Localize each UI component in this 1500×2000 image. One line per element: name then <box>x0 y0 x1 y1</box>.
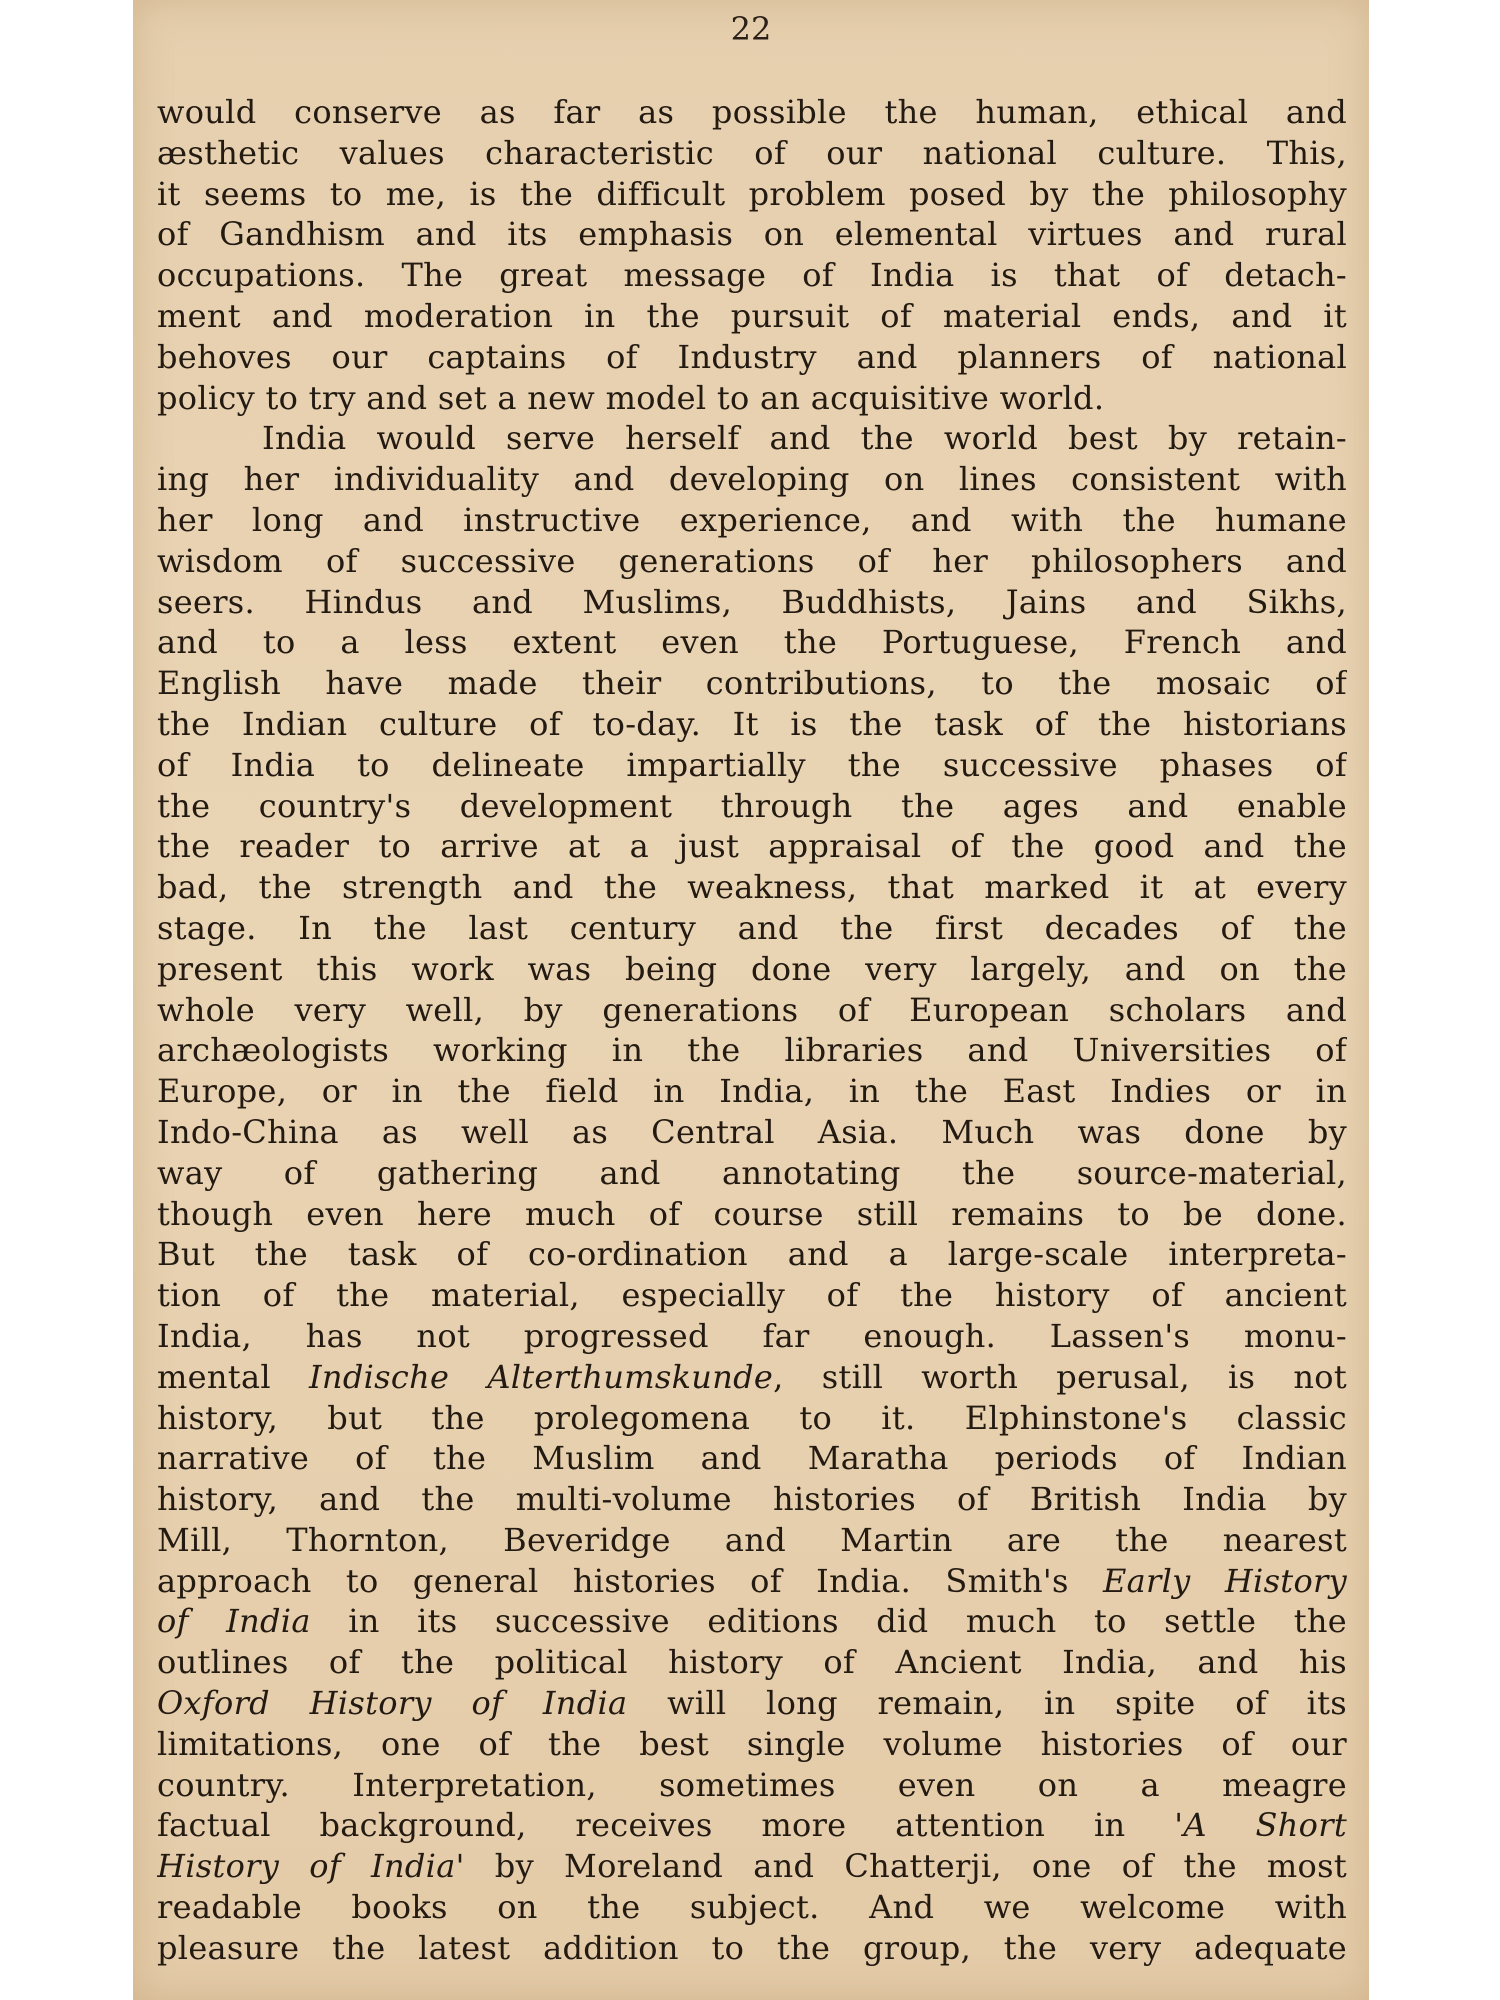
text-line <box>157 1805 1347 1846</box>
text-line <box>157 1357 1347 1398</box>
text-line: But the task of co-ordination and a large-scale interpreta- <box>157 1235 1347 1274</box>
text-segment: factual background, receives more attention in ' <box>157 1806 1184 1845</box>
text-line: Mill, Thornton, Beveridge and Martin are the nearest <box>157 1520 1347 1559</box>
text-line: the country's development through the ages and enable <box>157 786 1347 825</box>
text-line: tion of the material, especially of the history of ancient <box>157 1276 1347 1315</box>
text-line: behoves our captains of Industry and planners of national <box>157 337 1347 376</box>
book-page <box>133 0 1369 2000</box>
text-line: it seems to me, is the difficult problem posed by the philosophy <box>157 174 1347 213</box>
italic-title: Indische Alterthumskunde <box>308 1357 774 1396</box>
text-line: the reader to arrive at a just appraisal of the good and the <box>157 827 1347 866</box>
text-line: country. Interpretation, sometimes even on a meagre <box>157 1765 1347 1804</box>
text-line: pleasure the latest addition to the group, the very adequate <box>157 1928 1347 1967</box>
text-segment: approach to general histories of India. Smith's <box>157 1561 1103 1600</box>
text-line <box>157 1683 1347 1724</box>
text-line: policy to try and set a new model to an acquisitive world. <box>157 378 1105 417</box>
text-line: wisdom of successive generations of her philosophers and <box>157 541 1347 580</box>
text-line: limitations, one of the best single volume histories of our <box>157 1724 1347 1763</box>
text-line: way of gathering and annotating the source-material, <box>157 1153 1347 1192</box>
text-line: would conserve as far as possible the human, ethical and <box>157 93 1347 131</box>
text-segment: ' by Moreland and Chatterji, one of the most <box>455 1847 1347 1886</box>
page-number: 22 <box>730 10 772 48</box>
text-line: of Gandhism and its emphasis on elemental virtues and rural <box>157 215 1347 254</box>
text-line: history, but the prolegomena to it. Elphinstone's classic <box>157 1398 1347 1437</box>
italic-title: Early History <box>1103 1561 1347 1600</box>
text-line <box>157 1846 1347 1887</box>
text-line: India would serve herself and the world best by retain- <box>262 419 1347 458</box>
text-line: ing her individuality and developing on lines consistent with <box>157 460 1347 499</box>
text-line: India, has not progressed far enough. Lassen's monu- <box>157 1316 1347 1355</box>
text-segment: , still worth perusal, is not <box>773 1357 1347 1396</box>
text-segment: mental <box>157 1357 309 1396</box>
italic-title: Oxford History of India <box>157 1684 628 1723</box>
text-line: bad, the strength and the weakness, that marked it at every <box>157 868 1347 907</box>
text-line: history, and the multi-volume histories of British India by <box>157 1480 1347 1519</box>
text-line: readable books on the subject. And we welcome with <box>157 1888 1347 1927</box>
text-line: æsthetic values characteristic of our national culture. This, <box>157 133 1347 172</box>
text-line: stage. In the last century and the first decades of the <box>157 908 1347 947</box>
text-line: Europe, or in the field in India, in the East Indies or in <box>157 1072 1347 1111</box>
text-line: of India to delineate impartially the successive phases of <box>157 745 1347 784</box>
text-segment: will long remain, in spite of its <box>627 1684 1347 1723</box>
text-line: Indo-China as well as Central Asia. Much was done by <box>157 1112 1347 1151</box>
text-line: narrative of the Muslim and Maratha periods of Indian <box>157 1439 1347 1478</box>
italic-title: of India <box>157 1602 311 1641</box>
italic-title: History of India <box>157 1847 456 1886</box>
italic-title: A Short <box>1183 1806 1347 1845</box>
text-line: the Indian culture of to-day. It is the task of the historians <box>157 704 1347 743</box>
body-text <box>157 92 1347 1969</box>
text-line: her long and instructive experience, and with the humane <box>157 500 1347 539</box>
text-line: occupations. The great message of India is that of detach- <box>157 256 1347 295</box>
text-line: archæologists working in the libraries and Universities of <box>157 1031 1347 1070</box>
text-line: seers. Hindus and Muslims, Buddhists, Jains and Sikhs, <box>157 582 1347 621</box>
text-line: present this work was being done very largely, and on the <box>157 949 1347 988</box>
text-line: whole very well, by generations of European scholars and <box>157 990 1347 1029</box>
text-line: though even here much of course still remains to be done. <box>157 1194 1347 1233</box>
text-line: and to a less extent even the Portuguese, French and <box>157 623 1347 662</box>
text-line <box>157 1561 1347 1602</box>
text-line: outlines of the political history of Ancient India, and his <box>157 1643 1347 1682</box>
text-line <box>157 1601 1347 1642</box>
text-line: ment and moderation in the pursuit of material ends, and it <box>157 296 1347 335</box>
text-line: English have made their contributions, to the mosaic of <box>157 664 1347 703</box>
text-segment: in its successive editions did much to settle the <box>310 1602 1347 1641</box>
